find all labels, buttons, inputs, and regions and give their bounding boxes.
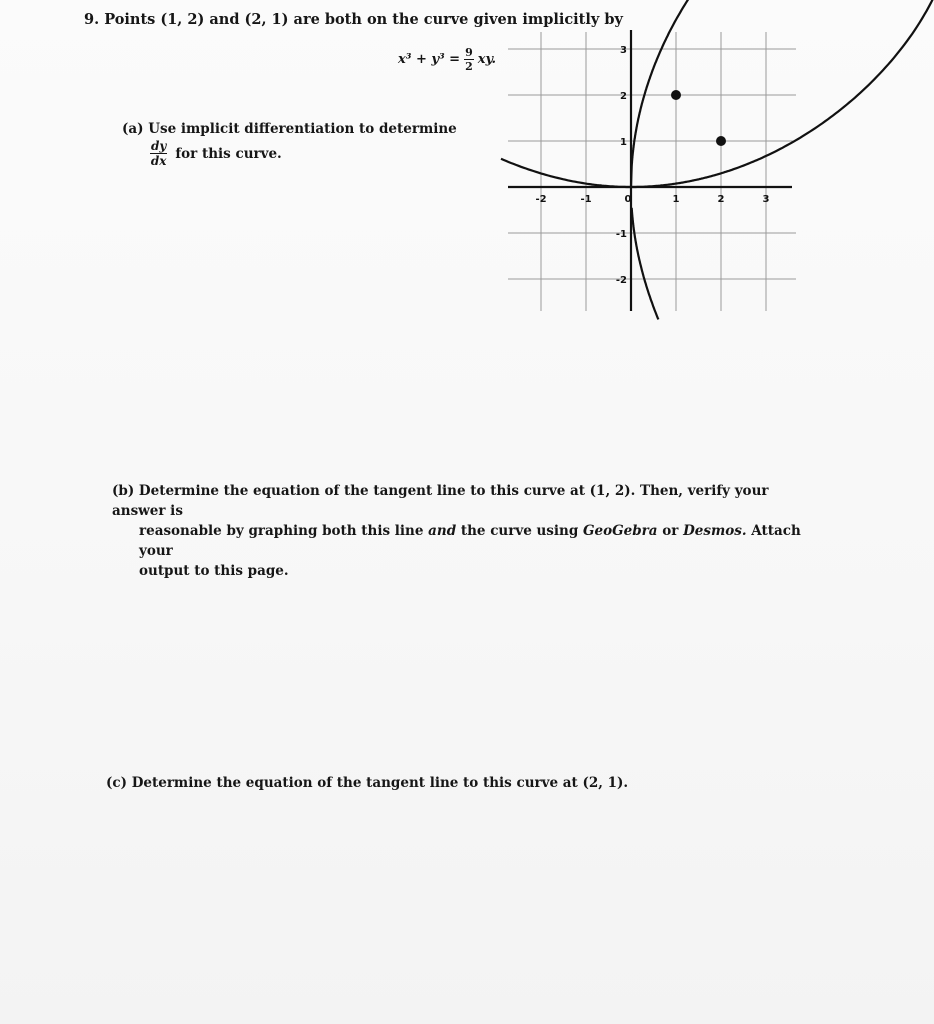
y-tick-label: 3 bbox=[620, 45, 627, 56]
y-tick-label: -2 bbox=[615, 275, 627, 286]
equation-coefficient bbox=[464, 47, 474, 72]
marked-point bbox=[671, 90, 681, 100]
part-a-line2 bbox=[150, 140, 282, 167]
part-b-or: or bbox=[662, 523, 679, 539]
part-b-line2 bbox=[112, 521, 802, 561]
part-a-label: (a) bbox=[122, 121, 144, 137]
part-c-text: Determine the equation of the tangent line to this curve at (2, 1). bbox=[131, 775, 629, 791]
curve-equation bbox=[398, 47, 496, 72]
coefficient-denominator: 2 bbox=[465, 60, 473, 73]
x-tick-label: -1 bbox=[580, 194, 592, 205]
part-b-text2b: the curve using bbox=[460, 523, 579, 539]
part-a-line1 bbox=[122, 121, 457, 137]
part-b bbox=[112, 481, 802, 581]
part-b-text2c: Attach your bbox=[139, 523, 801, 559]
x-tick-label: 1 bbox=[672, 194, 680, 205]
folium-curve bbox=[501, 0, 934, 319]
part-b-text3: output to this page. bbox=[139, 563, 289, 579]
part-a-text: Use implicit differentiation to determine bbox=[148, 121, 457, 137]
y-tick-label: 2 bbox=[620, 91, 627, 102]
equation-rhs: xy. bbox=[477, 52, 497, 67]
derivative-fraction bbox=[150, 140, 167, 167]
x-tick-label: 0 bbox=[624, 194, 632, 205]
equation-lhs: x³ + y³ = bbox=[398, 52, 461, 67]
geogebra-name: GeoGebra bbox=[582, 523, 658, 539]
part-b-text2a: reasonable by graphing both this line bbox=[139, 523, 424, 539]
folium-graph bbox=[506, 28, 796, 313]
part-b-text1: Determine the equation of the tangent line to this curve at (1, 2). Then, verify your answer is bbox=[112, 483, 769, 519]
desmos-name: Desmos. bbox=[683, 523, 747, 539]
x-tick-label: 3 bbox=[762, 194, 770, 205]
part-b-label: (b) bbox=[112, 483, 135, 499]
question-intro: Points (1, 2) and (2, 1) are both on the curve given implicitly by bbox=[104, 11, 623, 28]
y-tick-label: 1 bbox=[620, 137, 627, 148]
coefficient-numerator: 9 bbox=[465, 46, 473, 59]
part-b-and: and bbox=[428, 523, 457, 539]
y-tick-label: -1 bbox=[615, 229, 627, 240]
x-tick-label: -2 bbox=[535, 194, 547, 205]
question-number: 9. bbox=[84, 11, 100, 28]
derivative-numerator: dy bbox=[151, 139, 167, 153]
x-tick-label: 2 bbox=[717, 194, 725, 205]
part-a-tail: for this curve. bbox=[175, 145, 282, 162]
marked-point bbox=[716, 136, 726, 146]
question-header bbox=[84, 11, 623, 28]
tick-labels bbox=[535, 45, 769, 286]
part-c bbox=[106, 775, 628, 791]
marked-points bbox=[671, 90, 726, 146]
part-c-label: (c) bbox=[106, 775, 127, 791]
derivative-denominator: dx bbox=[150, 154, 167, 168]
